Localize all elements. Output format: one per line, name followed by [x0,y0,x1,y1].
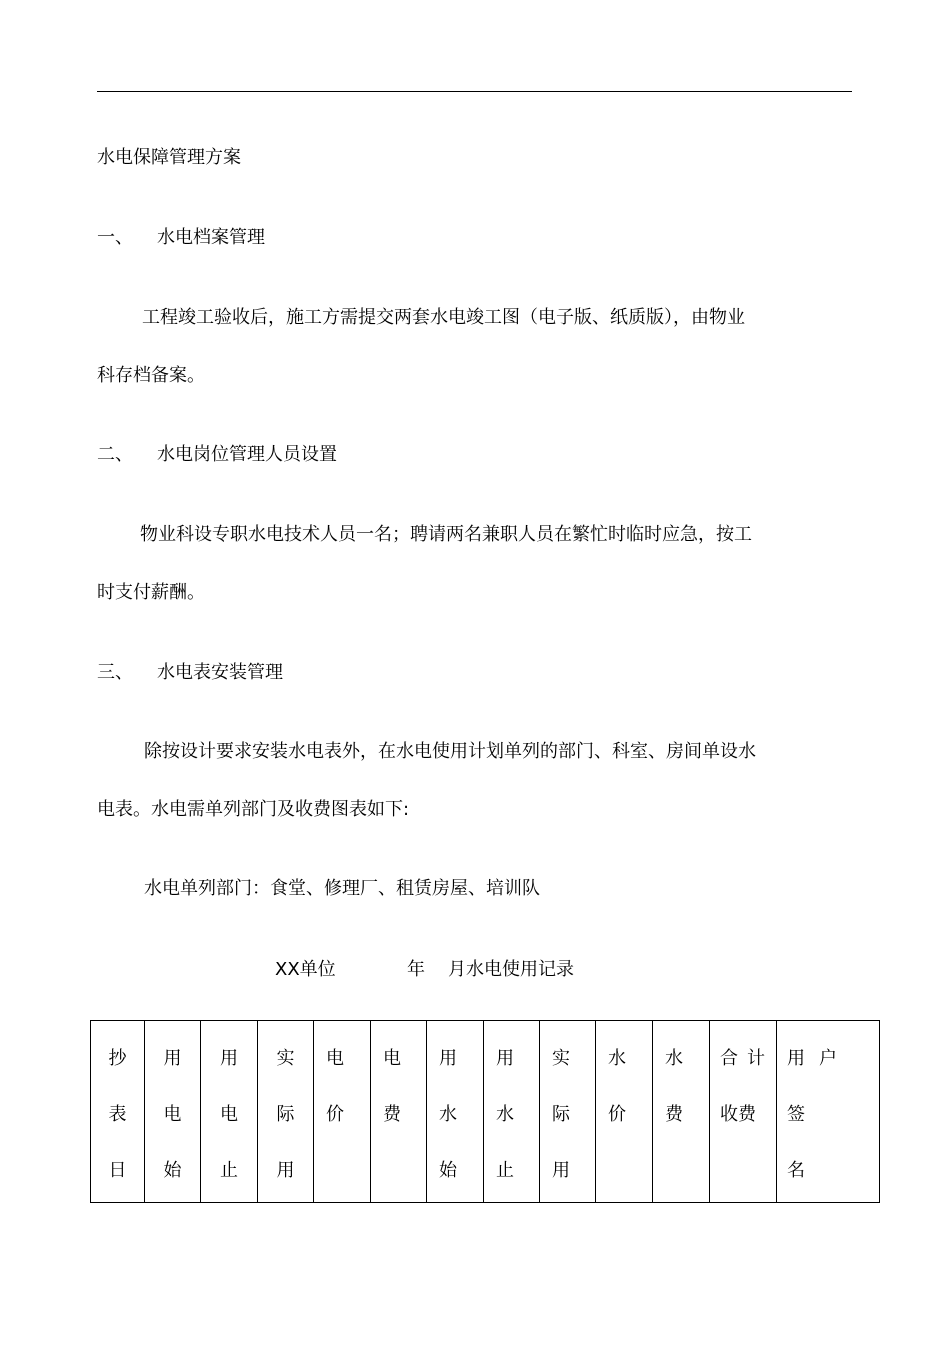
table-title-year: 年 [407,959,425,980]
document-title: 水电保障管理方案 [97,147,241,168]
header-text: 日 [108,1160,127,1181]
header-text: 止 [496,1160,514,1181]
header-text: 实 [276,1048,295,1069]
table-header-row [91,1021,880,1203]
header-text: 抄 [108,1048,127,1069]
header-cell-water-fee [653,1021,710,1203]
header-text: 用 [220,1048,238,1069]
header-cell-user-signature [777,1021,880,1203]
header-cell-water-price [596,1021,653,1203]
header-text: 电 [220,1104,238,1125]
header-cell-water-end [484,1021,540,1203]
header-text: 用 [276,1160,295,1181]
header-text: 用 [439,1048,457,1069]
header-text: 始 [439,1160,457,1181]
header-text: 水 [665,1048,683,1069]
section-2-line-2: 时支付薪酬。 [97,582,205,603]
section-2-heading: 水电岗位管理人员设置 [157,444,337,465]
header-cell-power-start [145,1021,201,1203]
header-text: 水 [439,1104,457,1125]
header-cell-total-charge [710,1021,777,1203]
header-text: 表 [108,1104,127,1125]
header-text: 名 [787,1160,819,1181]
header-text: 用 [163,1048,182,1069]
section-3-line-2: 电表。水电需单列部门及收费图表如下: [97,799,410,820]
header-text: 电 [383,1048,401,1069]
header-text: 用户签 [787,1048,851,1125]
header-rule [97,91,852,92]
section-1-line-1: 工程竣工验收后，施工方需提交两套水电竣工图（电子版、纸质版），由物业 [142,307,745,328]
header-text: 收费 [720,1104,756,1125]
section-2-line-1: 物业科设专职水电技术人员一名；聘请两名兼职人员在繁忙时临时应急，按工 [140,524,752,545]
header-cell-power-end [201,1021,258,1203]
departments-line: 水电单列部门：食堂、修理厂、租赁房屋、培训队 [144,878,540,899]
table-title-unit: XX单位 [275,959,336,980]
header-cell-power-actual [258,1021,314,1203]
header-text: 电 [326,1048,344,1069]
table-title-rest: 月水电使用记录 [448,959,574,980]
section-2-number: 二、 [97,444,133,465]
header-text: 价 [326,1104,344,1125]
header-text: 际 [276,1104,295,1125]
section-3-number: 三、 [97,662,133,683]
header-cell-power-price [314,1021,371,1203]
header-text: 合计 [720,1048,774,1069]
header-cell-power-fee [371,1021,427,1203]
header-text: 始 [163,1160,182,1181]
section-3-line-1: 除按设计要求安装水电表外，在水电使用计划单列的部门、科室、房间单设水 [144,741,756,762]
header-text: 费 [383,1104,401,1125]
header-text: 电 [163,1104,182,1125]
header-text: 际 [552,1104,570,1125]
header-text: 价 [608,1104,626,1125]
header-text: 用 [496,1048,514,1069]
header-cell-water-start [427,1021,484,1203]
header-text: 水 [496,1104,514,1125]
header-text: 止 [220,1160,238,1181]
usage-record-table [90,1020,880,1203]
section-1-heading: 水电档案管理 [157,227,265,248]
header-cell-water-actual [540,1021,596,1203]
header-cell-reading-date [91,1021,145,1203]
header-text: 水 [608,1048,626,1069]
header-text: 用 [552,1160,570,1181]
section-3-heading: 水电表安装管理 [157,662,283,683]
section-1-line-2: 科存档备案。 [97,365,205,386]
header-text: 实 [552,1048,570,1069]
header-text: 费 [665,1104,683,1125]
section-1-number: 一、 [97,227,133,248]
